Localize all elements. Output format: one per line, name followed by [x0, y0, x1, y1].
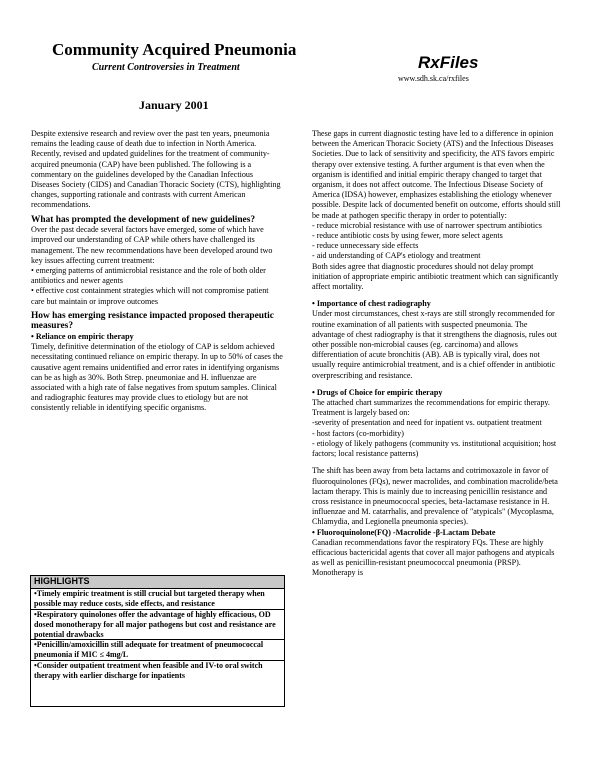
- reduce-item: - reduce antibiotic costs by using fewer, more select agents: [312, 231, 503, 241]
- section-heading-prompted: What has prompted the development of new guidelines?: [31, 214, 256, 225]
- empiric-paragraph: Timely, definitive determination of the etiology of CAP is seldom achieved necessitating continued reliance on empiric therapy. In up to 50% of cases the causative agent remains unidentified and error rates in identifying organisms can be as high as 30%. Both Strep. pneumoniae and H. influenzae are associated with a high rate of false negatives from sputum samples. Clinical and radiographic features may provide clues to etiology but are not consistently reliable in identifying specific organisms.: [31, 342, 283, 413]
- bullet-cost: • effective cost containment strategies which will not compromise patient care but maintain or improve outcomes: [31, 286, 269, 306]
- reduce-item: - aid understanding of CAP's etiology and treatment: [312, 251, 481, 261]
- drugs-item: - etiology of likely pathogens (community vs. institutional acquisition; host factors; local resistance patterns): [312, 438, 557, 459]
- highlights-box: [30, 575, 285, 707]
- reduce-item: - reduce unnecessary side effects: [312, 241, 419, 251]
- reduce-item: - reduce microbial resistance with use of narrower spectrum antibiotics: [312, 220, 542, 230]
- website-url[interactable]: www.sdh.sk.ca/rxfiles: [398, 74, 469, 83]
- section-heading-resistance: How has emerging resistance impacted proposed therapeutic measures?: [31, 310, 274, 332]
- drugs-item: -severity of presentation and need for inpatient vs. outpatient treatment: [312, 418, 542, 428]
- bullet-resistance: • emerging patterns of antimicrobial resistance and the role of both older antibiotics and newer agents: [31, 266, 266, 286]
- xray-paragraph: Under most circumstances, chest x-rays are still strongly recommended for routine examination of all patients with suspected pneumonia. The advantage of chest radiography is that it strengthens the diagnosis, rules out other possible non-microbial causes (eg. carcinoma) and allows differentiation of acute bronchitis (AB). AB is typically viral, does not usually require antimicrobial treatment, and is a chief offender in antibiotic overprescribing and resistance.: [312, 309, 558, 380]
- subheading-xray: • Importance of chest radiography: [312, 299, 431, 309]
- document-title: Community Acquired Pneumonia: [52, 40, 297, 59]
- drugs-item: - host factors (co-morbidity): [312, 428, 404, 438]
- subheading-drugs: • Drugs of Choice for empiric therapy: [312, 387, 443, 397]
- highlights-heading: HIGHLIGHTS: [31, 576, 284, 589]
- rxfiles-logo: RxFiles: [418, 53, 479, 72]
- highlight-item: •Penicillin/amoxicillin still adequate for treatment of pneumococcal pneumonia if MIC ≤ 4mg/L: [31, 640, 284, 661]
- fq-paragraph: Canadian recommendations favor the respiratory FQs. These are highly efficacious bactericidal agents that cover all major pathogens and atypicals as well as penicillin-resistant pneumococcal pneumonia (PRSP). Monotherapy is: [312, 537, 555, 578]
- gaps-paragraph: These gaps in current diagnostic testing have led to a difference in opinion between the American Thoracic Society (ATS) and the Infectious Diseases Societies. Due to lack of sensitivity and specificity, the ATS favors empiric therapy over extensive testing. A further argument is that even when the organism is identified and initial empiric therapy changed to target that organism, it does not affect outcome. The Infectious Disease Society of America (IDSA) however, emphasizes establishing the etiology whenever possible. Despite lack of documented benefit on outcome, efforts should still be made at pathogen specific therapy in order to potentially:: [312, 129, 561, 220]
- prompted-paragraph: Over the past decade several factors have emerged, some of which have improved our understanding of CAP while others have challenged its management. The new recommendations have been developed around two key issues affecting current treatment:: [31, 225, 273, 265]
- intro-paragraph: Despite extensive research and review over the past ten years, pneumonia remains the leading cause of death due to infection in North America. Recently, revised and updated guidelines for the treatment of community-acquired pneumonia (CAP) have been published. The following is a commentary on the guidelines developed by the Canadian Infectious Diseases Society (CIDS) and Canadian Thoracic Society (CTS), highlighting changes, supporting rationale and contrasts with current American recommendations.: [31, 129, 281, 210]
- both-sides-paragraph: Both sides agree that diagnostic procedures should not delay prompt initiation of appropriate empiric antibiotic treatment which can significantly affect mortality.: [312, 261, 559, 292]
- highlight-item: •Consider outpatient treatment when feasible and IV-to oral switch therapy with earlier discharge for inpatients: [34, 661, 263, 681]
- left-column: [31, 129, 283, 414]
- shift-paragraph: The shift has been away from beta lactams and cotrimoxazole in favor of fluoroquinolones (FQs), newer macrolides, and combination macrolide/beta lactam therapy. This is mainly due to increasing penicillin resistance and cross resistance in pneumococcal species, beta-lactamase resistance in H. influenzae and M. catarrhalis, and prevalence of "atypicals" (Mycoplasma, Chlamydia, and Legionella pneumonia species).: [312, 466, 558, 527]
- highlight-item: •Timely empiric treatment is still crucial but targeted therapy when possible may reduce costs, side effects, and resistance: [31, 589, 284, 610]
- drugs-paragraph: The attached chart summarizes the recommendations for empiric therapy. Treatment is largely based on:: [312, 398, 550, 418]
- highlight-item: •Respiratory quinolones offer the advantage of highly efficacious, OD dosed monotherapy for all major pathogens but cost and resistance are potential drawbacks: [31, 610, 284, 641]
- right-column: [312, 129, 562, 579]
- issue-date: January 2001: [139, 98, 209, 112]
- subheading-empiric: • Reliance on empiric therapy: [31, 332, 134, 342]
- document-subtitle: Current Controversies in Treatment: [92, 62, 240, 73]
- subheading-fq-debate: • Fluoroquinolone(FQ) -Macrolide -β-Lactam Debate: [312, 527, 496, 537]
